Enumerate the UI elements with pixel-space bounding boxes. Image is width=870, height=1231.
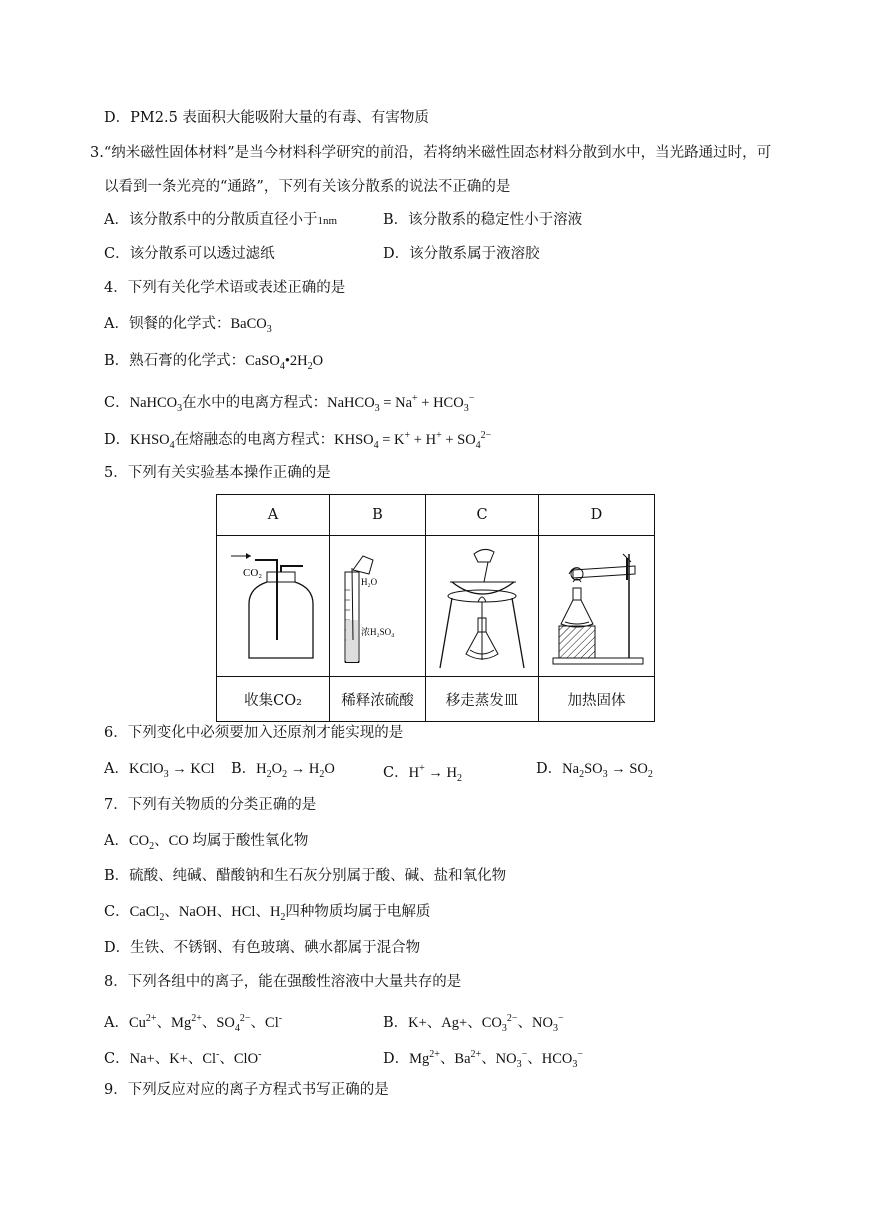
q6-option-b: [231, 759, 335, 785]
heating-solid-figure: [543, 540, 651, 672]
q3-stem-line1: 3.“纳米磁性固体材料”是当今材料科学研究的前沿，若将纳米磁性固态材料分散到水中，当光路通过时，可: [90, 145, 772, 161]
co2-label: CO₂: [243, 567, 263, 579]
header-d: D: [539, 495, 655, 536]
q6-option-b-label: B．: [231, 761, 257, 777]
dilution-figure: [333, 540, 423, 672]
q5-stem: 5．下列有关实验基本操作正确的是: [104, 465, 331, 481]
q6-option-c: [383, 759, 462, 789]
q7-option-c-formula: CaCl$_2$、NaOH、HCl、$H_2$: [129, 904, 286, 923]
figure-b-cell: [330, 536, 426, 677]
caption-c: 移走蒸发皿: [426, 677, 539, 722]
q3-option-a-unit: 1nm: [317, 215, 338, 227]
q8-option-a-label: A．: [104, 1014, 129, 1031]
q4-option-b: [104, 351, 323, 377]
q3-option-d: D．该分散系属于液溶胶: [383, 246, 540, 262]
caption-a: 收集CO₂: [217, 677, 330, 722]
q4-option-d-equation: $KHSO_4 = K^+ + H^+ + SO_4^{2-}$: [334, 430, 492, 451]
header-a: A: [217, 495, 330, 536]
q4-option-d-label: D．: [104, 431, 131, 448]
q4-option-a-label: A．钡餐的化学式：: [104, 316, 231, 332]
q3-option-a-text: A．该分散系中的分散质直径小于: [104, 212, 318, 228]
acid-label: 浓H₂SO₄: [360, 627, 394, 637]
figure-c-cell: [426, 536, 539, 677]
evaporating-dish-figure: [430, 540, 534, 672]
q6-option-d-label: D．: [536, 761, 563, 777]
q8-option-d: [383, 1045, 583, 1075]
q8-option-a-ions: $Cu^{2+}$、$Mg^{2+}$、$SO_4^{2-}$、Cl-: [128, 1013, 283, 1034]
q8-option-a: [104, 1009, 282, 1039]
figure-a-cell: [217, 536, 330, 677]
experiment-table: [216, 494, 655, 722]
q3-stem-line2: 以看到一条光亮的“通路”，下列有关该分散系的说法不正确的是: [104, 179, 511, 195]
q6-option-d-formula: $Na_2SO_3 \to SO_2$: [562, 761, 653, 780]
q7-option-a-text: 均属于酸性氧化物: [192, 833, 309, 849]
q7-option-c-label: C．: [104, 904, 130, 920]
q2-option-d: D．PM2.5 表面积大能吸附大量的有毒、有害物质: [104, 110, 429, 126]
q8-option-b: [383, 1009, 564, 1039]
q7-stem: 7．下列有关物质的分类正确的是: [104, 797, 317, 813]
h2o-label: H₂O: [360, 577, 377, 587]
q8-option-d-ions: $Mg^{2+}$、$Ba^{2+}$、$NO_3^-$、$HCO_3^-$: [409, 1049, 584, 1070]
q6-option-a: [104, 759, 215, 785]
caption-d: 加热固体: [539, 677, 655, 722]
q4-option-c-formula: NaHCO$_3$: [129, 394, 183, 414]
q7-option-a: [104, 831, 308, 857]
gas-collection-bottle-figure: [221, 540, 325, 672]
q3-option-c: C．该分散系可以透过滤纸: [104, 246, 275, 262]
figure-d-cell: [539, 536, 655, 677]
q7-option-c: [104, 902, 430, 928]
q7-option-a-formula: $CO_2$、CO: [128, 833, 193, 852]
q6-stem: 6．下列变化中必须要加入还原剂才能实现的是: [104, 725, 404, 741]
q4-option-a-formula: BaCO$_3$: [230, 316, 272, 335]
q4-stem: 4．下列有关化学术语或表述正确的是: [104, 280, 346, 296]
q6-option-c-label: C．: [383, 764, 409, 781]
q4-option-d-text: 在熔融态的电离方程式：: [174, 431, 335, 448]
header-c: C: [426, 495, 539, 536]
q8-option-d-label: D．: [383, 1050, 410, 1067]
q8-option-c-label: C．: [104, 1050, 130, 1067]
q7-option-c-text: 四种物质均属于电解质: [285, 904, 431, 920]
q9-stem: 9．下列反应对应的离子方程式书写正确的是: [104, 1082, 389, 1098]
q4-option-c: [104, 389, 474, 419]
q6-option-b-formula: $H_2O_2 \to H_2O$: [256, 761, 335, 780]
q8-option-c: [104, 1045, 261, 1069]
q7-option-b: B．硫酸、纯碱、醋酸钠和生石灰分别属于酸、碱、盐和氧化物: [104, 868, 507, 884]
q4-option-c-text: 在水中的电离方程式：: [182, 394, 328, 411]
q4-option-b-label: B．熟石膏的化学式：: [104, 353, 246, 369]
q7-option-a-label: A．: [104, 833, 129, 849]
q6-option-c-formula: $H^+ \to H_2$: [408, 763, 462, 784]
q3-option-a: [104, 210, 337, 231]
header-b: B: [330, 495, 426, 536]
q4-option-d-formula: $KHSO_4$: [130, 431, 175, 451]
q6-option-d: [536, 759, 653, 785]
q4-option-d: [104, 426, 491, 456]
q8-option-b-label: B．: [383, 1014, 409, 1031]
q4-option-b-formula: $CaSO_4•2H_2O$: [245, 353, 324, 372]
caption-b: 稀释浓硫酸: [330, 677, 426, 722]
q3-option-b: B．该分散系的稳定性小于溶液: [383, 212, 583, 228]
q7-option-d: D．生铁、不锈钢、有色玻璃、碘水都属于混合物: [104, 940, 421, 956]
q4-option-c-equation: NaHCO$_3$ = $Na^+ + HCO_3^-$: [327, 393, 475, 414]
q4-option-a: [104, 314, 272, 340]
q6-option-a-formula: KClO$_3$ → KCl: [128, 761, 215, 780]
q8-option-c-ions: Na+、K+、Cl-、ClO-: [129, 1049, 262, 1067]
q4-option-c-label: C．: [104, 394, 130, 411]
q6-option-a-label: A．: [104, 761, 129, 777]
q8-stem: 8．下列各组中的离子，能在强酸性溶液中大量共存的是: [104, 974, 462, 990]
q8-option-b-ions: K+、Ag+、$CO_3^{2-}$、$NO_3^-$: [408, 1013, 564, 1034]
